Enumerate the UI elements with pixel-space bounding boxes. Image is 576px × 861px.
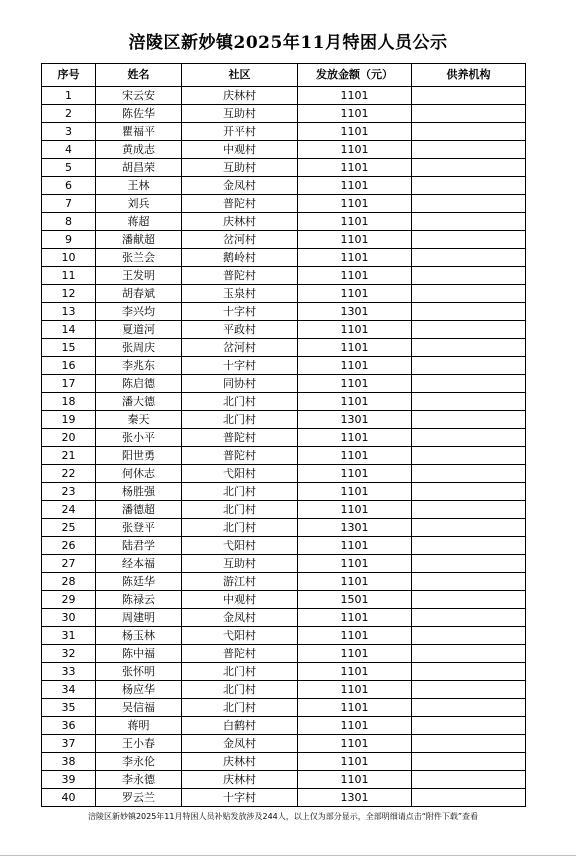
cell-index: 28 (42, 573, 96, 591)
table-row (42, 483, 526, 501)
cell-index: 36 (42, 717, 96, 735)
table-row (42, 591, 526, 609)
cell-community: 北门村 (182, 663, 298, 681)
cell-institution (412, 735, 526, 753)
cell-community: 庆林村 (182, 213, 298, 231)
cell-amount: 1101 (298, 537, 412, 555)
cell-amount: 1101 (298, 609, 412, 627)
cell-amount: 1101 (298, 159, 412, 177)
cell-community: 普陀村 (182, 447, 298, 465)
page-title: 涪陵区新妙镇2025年11月特困人员公示 (128, 33, 448, 53)
cell-name: 陈中福 (96, 645, 182, 663)
cell-institution (412, 285, 526, 303)
cell-community: 北门村 (182, 681, 298, 699)
cell-name: 蒋明 (96, 717, 182, 735)
cell-name: 潘献超 (96, 231, 182, 249)
cell-institution (412, 357, 526, 375)
cell-institution (412, 249, 526, 267)
table-row (42, 123, 526, 141)
cell-community: 中观村 (182, 591, 298, 609)
cell-name: 张登平 (96, 519, 182, 537)
cell-name: 阳世勇 (96, 447, 182, 465)
cell-index: 37 (42, 735, 96, 753)
cell-name: 杨应华 (96, 681, 182, 699)
table-row (42, 645, 526, 663)
cell-institution (412, 591, 526, 609)
cell-amount: 1101 (298, 771, 412, 789)
cell-community: 普陀村 (182, 267, 298, 285)
cell-community: 十字村 (182, 303, 298, 321)
table-row (42, 627, 526, 645)
cell-amount: 1101 (298, 339, 412, 357)
cell-amount: 1101 (298, 393, 412, 411)
cell-name: 陈廷华 (96, 573, 182, 591)
cell-community: 庆林村 (182, 87, 298, 105)
cell-amount: 1101 (298, 141, 412, 159)
cell-institution (412, 717, 526, 735)
cell-index: 3 (42, 123, 96, 141)
cell-name: 李永德 (96, 771, 182, 789)
cell-name: 陆君学 (96, 537, 182, 555)
table-row (42, 519, 526, 537)
cell-community: 庆林村 (182, 771, 298, 789)
cell-amount: 1101 (298, 717, 412, 735)
cell-index: 22 (42, 465, 96, 483)
cell-index: 26 (42, 537, 96, 555)
cell-amount: 1101 (298, 753, 412, 771)
cell-name: 陈启德 (96, 375, 182, 393)
cell-name: 黄成志 (96, 141, 182, 159)
table-row (42, 429, 526, 447)
page-bottom-divider (0, 855, 576, 856)
cell-index: 8 (42, 213, 96, 231)
cell-amount: 1101 (298, 645, 412, 663)
cell-institution (412, 681, 526, 699)
cell-name: 王林 (96, 177, 182, 195)
cell-community: 金凤村 (182, 735, 298, 753)
cell-index: 25 (42, 519, 96, 537)
table-row (42, 249, 526, 267)
cell-community: 十字村 (182, 357, 298, 375)
cell-institution (412, 105, 526, 123)
cell-community: 白鹤村 (182, 717, 298, 735)
cell-index: 18 (42, 393, 96, 411)
cell-name: 杨玉林 (96, 627, 182, 645)
cell-name: 李永伦 (96, 753, 182, 771)
cell-amount: 1101 (298, 627, 412, 645)
cell-institution (412, 465, 526, 483)
cell-amount: 1101 (298, 123, 412, 141)
cell-index: 7 (42, 195, 96, 213)
cell-name: 张周庆 (96, 339, 182, 357)
table-row (42, 177, 526, 195)
cell-name: 何休志 (96, 465, 182, 483)
cell-community: 鹅岭村 (182, 249, 298, 267)
cell-institution (412, 321, 526, 339)
cell-index: 16 (42, 357, 96, 375)
cell-institution (412, 177, 526, 195)
cell-name: 瞿福平 (96, 123, 182, 141)
cell-community: 开平村 (182, 123, 298, 141)
cell-community: 弋阳村 (182, 627, 298, 645)
table-row (42, 681, 526, 699)
cell-index: 30 (42, 609, 96, 627)
cell-amount: 1101 (298, 231, 412, 249)
cell-name: 夏道河 (96, 321, 182, 339)
cell-community: 平政村 (182, 321, 298, 339)
cell-amount: 1101 (298, 285, 412, 303)
cell-community: 玉泉村 (182, 285, 298, 303)
header-index: 序号 (42, 64, 96, 87)
cell-institution (412, 627, 526, 645)
cell-institution (412, 609, 526, 627)
cell-name: 王小春 (96, 735, 182, 753)
cell-name: 经本福 (96, 555, 182, 573)
table-row (42, 159, 526, 177)
roster-table (41, 63, 526, 807)
cell-institution (412, 573, 526, 591)
cell-amount: 1101 (298, 429, 412, 447)
cell-community: 岔河村 (182, 231, 298, 249)
cell-index: 10 (42, 249, 96, 267)
table-row (42, 393, 526, 411)
table-row (42, 87, 526, 105)
cell-amount: 1101 (298, 573, 412, 591)
cell-community: 岔河村 (182, 339, 298, 357)
cell-institution (412, 429, 526, 447)
cell-community: 互助村 (182, 555, 298, 573)
cell-institution (412, 447, 526, 465)
cell-index: 34 (42, 681, 96, 699)
cell-amount: 1101 (298, 177, 412, 195)
cell-index: 12 (42, 285, 96, 303)
cell-institution (412, 159, 526, 177)
cell-amount: 1101 (298, 375, 412, 393)
cell-index: 35 (42, 699, 96, 717)
table-row (42, 339, 526, 357)
cell-community: 同协村 (182, 375, 298, 393)
table-row (42, 213, 526, 231)
header-amount: 发放金额（元） (298, 64, 412, 87)
cell-amount: 1101 (298, 267, 412, 285)
table-row (42, 375, 526, 393)
cell-name: 蒋超 (96, 213, 182, 231)
cell-index: 38 (42, 753, 96, 771)
cell-index: 14 (42, 321, 96, 339)
cell-community: 金凤村 (182, 609, 298, 627)
table-row (42, 357, 526, 375)
table-row (42, 285, 526, 303)
cell-name: 张怀明 (96, 663, 182, 681)
cell-institution (412, 267, 526, 285)
header-institution: 供养机构 (412, 64, 526, 87)
cell-amount: 1301 (298, 411, 412, 429)
cell-community: 普陀村 (182, 645, 298, 663)
cell-index: 40 (42, 789, 96, 807)
cell-name: 陈禄云 (96, 591, 182, 609)
cell-community: 北门村 (182, 483, 298, 501)
cell-name: 罗云兰 (96, 789, 182, 807)
cell-name: 潘大德 (96, 393, 182, 411)
cell-name: 李兆东 (96, 357, 182, 375)
cell-index: 32 (42, 645, 96, 663)
cell-community: 普陀村 (182, 429, 298, 447)
cell-institution (412, 555, 526, 573)
cell-index: 13 (42, 303, 96, 321)
cell-community: 北门村 (182, 699, 298, 717)
cell-community: 北门村 (182, 393, 298, 411)
cell-name: 杨胜强 (96, 483, 182, 501)
table-row (42, 555, 526, 573)
cell-index: 2 (42, 105, 96, 123)
table-row (42, 195, 526, 213)
cell-institution (412, 501, 526, 519)
cell-institution (412, 375, 526, 393)
cell-name: 秦天 (96, 411, 182, 429)
cell-index: 31 (42, 627, 96, 645)
cell-institution (412, 753, 526, 771)
table-row (42, 609, 526, 627)
cell-institution (412, 231, 526, 249)
cell-amount: 1301 (298, 303, 412, 321)
cell-institution (412, 195, 526, 213)
cell-name: 王发明 (96, 267, 182, 285)
cell-index: 4 (42, 141, 96, 159)
cell-amount: 1101 (298, 663, 412, 681)
cell-amount: 1101 (298, 555, 412, 573)
table-row (42, 771, 526, 789)
cell-community: 弋阳村 (182, 465, 298, 483)
cell-index: 11 (42, 267, 96, 285)
cell-community: 十字村 (182, 789, 298, 807)
cell-index: 21 (42, 447, 96, 465)
table-body (42, 87, 526, 807)
cell-name: 胡昌荣 (96, 159, 182, 177)
cell-amount: 1101 (298, 501, 412, 519)
cell-community: 庆林村 (182, 753, 298, 771)
table-row (42, 735, 526, 753)
cell-community: 弋阳村 (182, 537, 298, 555)
cell-community: 互助村 (182, 159, 298, 177)
table-row (42, 699, 526, 717)
table-row (42, 663, 526, 681)
cell-amount: 1501 (298, 591, 412, 609)
cell-community: 普陀村 (182, 195, 298, 213)
cell-community: 中观村 (182, 141, 298, 159)
cell-name: 刘兵 (96, 195, 182, 213)
cell-community: 互助村 (182, 105, 298, 123)
cell-index: 19 (42, 411, 96, 429)
cell-index: 15 (42, 339, 96, 357)
table-row (42, 105, 526, 123)
cell-name: 宋云安 (96, 87, 182, 105)
cell-institution (412, 411, 526, 429)
table-row (42, 501, 526, 519)
cell-index: 29 (42, 591, 96, 609)
cell-index: 33 (42, 663, 96, 681)
table-row (42, 267, 526, 285)
cell-index: 1 (42, 87, 96, 105)
cell-amount: 1101 (298, 321, 412, 339)
table-row (42, 573, 526, 591)
table-row (42, 789, 526, 807)
cell-index: 39 (42, 771, 96, 789)
cell-amount: 1101 (298, 699, 412, 717)
cell-amount: 1101 (298, 465, 412, 483)
table-row (42, 717, 526, 735)
cell-name: 胡春斌 (96, 285, 182, 303)
cell-amount: 1101 (298, 213, 412, 231)
cell-institution (412, 393, 526, 411)
cell-amount: 1101 (298, 249, 412, 267)
cell-index: 6 (42, 177, 96, 195)
cell-institution (412, 483, 526, 501)
cell-index: 20 (42, 429, 96, 447)
table-row (42, 447, 526, 465)
cell-institution (412, 339, 526, 357)
footnote: 涪陵区新妙镇2025年11月特困人员补贴发放涉及244人，以上仅为部分显示，全部明细请点击“附件下载”查看 (87, 812, 479, 821)
cell-community: 北门村 (182, 519, 298, 537)
cell-index: 17 (42, 375, 96, 393)
cell-amount: 1301 (298, 519, 412, 537)
cell-institution (412, 213, 526, 231)
cell-name: 陈佐华 (96, 105, 182, 123)
cell-amount: 1101 (298, 447, 412, 465)
cell-community: 北门村 (182, 501, 298, 519)
cell-name: 吴信福 (96, 699, 182, 717)
cell-institution (412, 771, 526, 789)
table-row (42, 303, 526, 321)
table-header-row (42, 64, 526, 87)
table-row (42, 411, 526, 429)
table-row (42, 465, 526, 483)
cell-institution (412, 141, 526, 159)
cell-institution (412, 663, 526, 681)
cell-community: 金凤村 (182, 177, 298, 195)
header-name: 姓名 (96, 64, 182, 87)
cell-name: 李兴均 (96, 303, 182, 321)
cell-name: 潘德超 (96, 501, 182, 519)
cell-community: 北门村 (182, 411, 298, 429)
cell-amount: 1301 (298, 789, 412, 807)
cell-institution (412, 519, 526, 537)
cell-index: 9 (42, 231, 96, 249)
cell-institution (412, 303, 526, 321)
cell-institution (412, 645, 526, 663)
table-row (42, 321, 526, 339)
cell-name: 张兰会 (96, 249, 182, 267)
table-row (42, 141, 526, 159)
cell-amount: 1101 (298, 735, 412, 753)
table-row (42, 537, 526, 555)
table-row (42, 753, 526, 771)
cell-index: 27 (42, 555, 96, 573)
cell-institution (412, 87, 526, 105)
header-community: 社区 (182, 64, 298, 87)
cell-amount: 1101 (298, 681, 412, 699)
cell-amount: 1101 (298, 195, 412, 213)
cell-index: 5 (42, 159, 96, 177)
cell-amount: 1101 (298, 483, 412, 501)
cell-amount: 1101 (298, 105, 412, 123)
cell-index: 24 (42, 501, 96, 519)
cell-institution (412, 123, 526, 141)
cell-name: 周建明 (96, 609, 182, 627)
cell-index: 23 (42, 483, 96, 501)
cell-institution (412, 537, 526, 555)
cell-amount: 1101 (298, 357, 412, 375)
cell-amount: 1101 (298, 87, 412, 105)
cell-institution (412, 789, 526, 807)
cell-name: 张小平 (96, 429, 182, 447)
table-row (42, 231, 526, 249)
cell-institution (412, 699, 526, 717)
cell-community: 游江村 (182, 573, 298, 591)
